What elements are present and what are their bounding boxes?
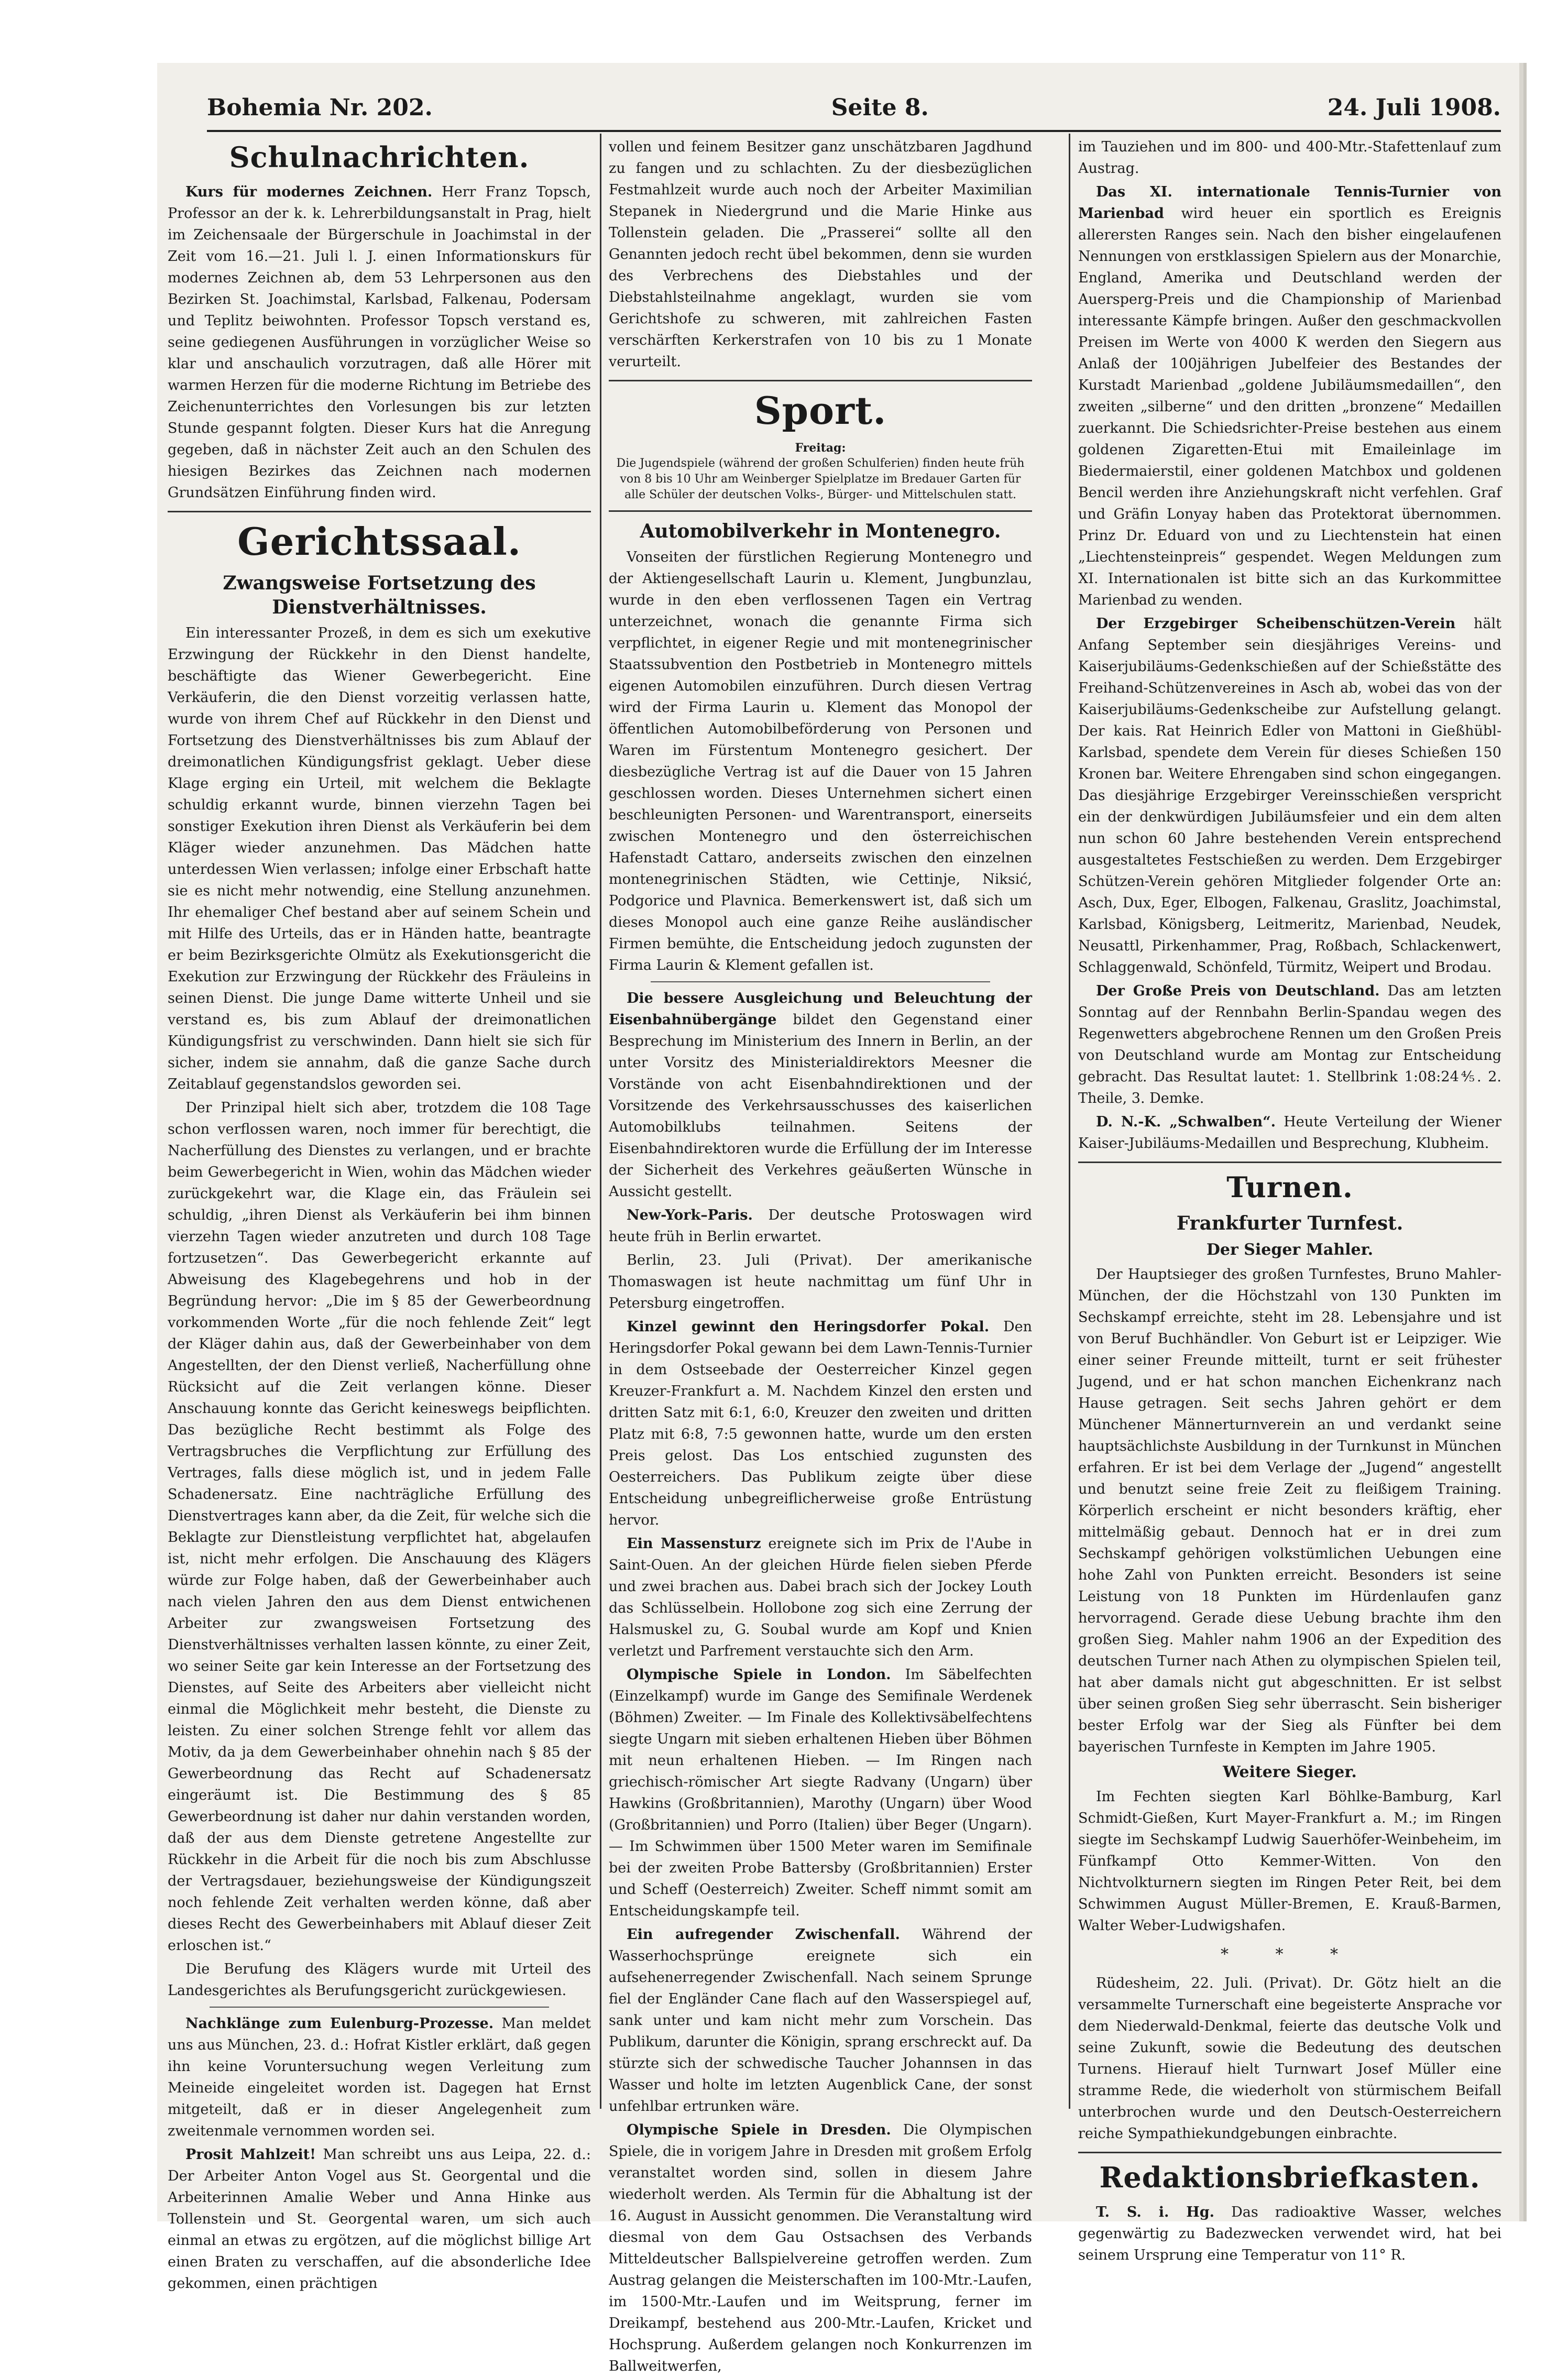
section-heading-sport: Sport. — [754, 388, 887, 433]
notice-text: Die Jugendspiele (während der großen Schulferien) finden heute früh von 8 bis 10 Uhr am Weinberger Spielplatze im Bredauer Garten für alle Schüler der deutschen Volks-, Bürger- und Mittelschulen statt. — [616, 457, 1025, 501]
page-header — [207, 89, 1501, 132]
article-body: Man schreibt uns aus Leipa, 22. d.: Der Arbeiter Anton Vogel aus St. Georgental und die Arbeiterinnen Amalie Weber und Anna Hinke aus Tollenstein und St. Georgental waren, um sich auch einmal an etwas zu ergötzen, auf die möglichst billige Art einen Braten zu verschaffen, auf die absonderliche Idee gekommen, einen prächtigen — [168, 2146, 591, 2292]
article-body: Berlin, 23. Juli (Privat). Der amerikanische Thomaswagen ist heute nachmittag um fünf Uhr in Petersburg eingetroffen. — [609, 1252, 1032, 1311]
article-lead: Prosit Mahlzeit! — [185, 2146, 316, 2163]
header-date: 24. Juli 1908. — [1327, 94, 1501, 121]
article-title-zwangsweise: Zwangsweise Fortsetzung des Dienstverhältnisses. — [223, 572, 536, 618]
article-body: bildet den Gegenstand einer Besprechung im Ministerium des Innern in Berlin, an der unter Vorsitz des Ministerialdirektors Meesner die Vorstände von acht Eisenbahndirektionen und der Vorsitzende des Verkehrsausschusses des kaiserlichen Automobilklubs teilnahmen. Seitens der Eisenbahndirektoren wurde die Erfüllung der im Interesse der Sicherheit des Verkehres geäußerten Wünsche in Aussicht gestellt. — [609, 1012, 1032, 1200]
article-lead: Die bessere Ausgleichung und Beleuchtung der Eisenbahnübergänge — [609, 990, 1032, 1028]
notice-jugendspiele — [609, 440, 1032, 503]
article-lead: T. S. i. Hg. — [1096, 2204, 1215, 2220]
article-body: Das am letzten Sonntag auf der Rennbahn Berlin-Spandau wegen des Regenwetters abgebrochene Rennen um den Großen Preis von Deutschland wurde am Montag zur Entscheidung gebracht. Das Resultat lautet: 1. Stellbrink 1:08:24⅘. 2. Theile, 3. Demke. — [1078, 983, 1501, 1107]
section-heading-schulnachrichten: Schulnachrichten. — [229, 140, 530, 174]
article-body: Vonseiten der fürstlichen Regierung Montenegro und der Aktiengesellschaft Laurin u. Klement, Jungbunzlau, wurde in den eben verflossenen Tagen ein Vertrag unterzeichnet, wonach die genannte Firma sich verpflichtet, in eigener Regie und mit montenegrinischer Staatssubvention den Postbetrieb in Montenegro mittels eigenen Automobilen einzuführen. Durch diesen Vertrag wird der Firma Laurin u. Klement das Monopol der öffentlichen Automobilbeförderung von Personen und Waren im Fürstentum Montenegro gesichert. Der diesbezügliche Vertrag ist auf die Dauer von 15 Jahren geschlossen worden. Dieses Unternehmen sichert einen beschleunigten Personen- und Warentransport, einerseits zwischen Montenegro und den österreichischen Hafenstadt Cattaro, anderseits zwischen den einzelnen montenegrinischen Städten, wie Cettinje, Niksić, Podgorice und Plavnica. Bemerkenswert ist, daß sich um dieses Monopol auch eine ganze Reihe ausländischer Firmen bemühte, die Entscheidung jedoch zugunsten der Firma Laurin & Klement gefallen ist. — [609, 549, 1032, 973]
header-page-number: Seite 8. — [831, 94, 929, 121]
column-2 — [609, 136, 1033, 2374]
article-lead: Olympische Spiele in Dresden. — [627, 2122, 891, 2138]
section-heading-gerichtssaal: Gerichtssaal. — [237, 519, 521, 564]
article-erzgebirger — [1078, 613, 1501, 978]
article-body: Der Prinzipal hielt sich aber, trotzdem die 108 Tage schon verflossen waren, noch immer für berechtigt, die Nacherfüllung des Dienstes zu verlangen, und er brachte beim Gewerbegericht in Wien, wohin das Mädchen wieder zurückgekehrt war, die Klage ein, das Fräulein sei schuldig, „ihren Dienst als Verkäuferin bei ihm binnen vierzehn Tagen wieder anzutreten und durch 108 Tage fortzusetzen“. Das Gewerbegericht erkannte auf Abweisung des Klagebegehrens und hob in der Begründung hervor: „Die im § 85 der Gewerbeordnung vorkommenden Worte „für die noch fehlende Zeit“ legt der Kläger dahin aus, daß der Gewerbeinhaber von dem Angestellten, der den Dienst verließ, Nacherfüllung ohne Rücksicht auf die Zeit verlangen könne. Dieser Anschauung konnte das Gericht keineswegs beipflichten. Das bezügliche Recht bestimmt als Folge des Vertragsbruches die Verpflichtung zur Erfüllung des Vertrages, falls diese möglich ist, und in jedem Falle Schadenersatz. Eine nachträgliche Erfüllung des Dienstvertrages kann aber, da die Zeit, für welche sich die Beklagte zur Dienstleistung verpflichtet hat, abgelaufen ist, nicht mehr erfolgen. Die Anschauung des Klägers würde zur Folge haben, daß der Gewerbeinhaber auch nach vielen Jahren den aus dem Dienst entwichenen Arbeiter zur zwangsweisen Fortsetzung des Dienstverhältnisses verhalten lassen könnte, zu einer Zeit, wo seiner Seite gar kein Interesse an der Fortsetzung des Dienstes, auf Seite des Arbeiters aber vielleicht nicht einmal die Möglichkeit mehr besteht, die Dienste zu leisten. Zu einer solchen Strenge fehlt vor allem das Motiv, da ja dem Gewerbeinhaber ohnehin nach § 85 der Gewerbeordnung das Recht auf Schadenersatz eingeräumt ist. Die Bestimmung des § 85 Gewerbeordnung ist daher nur dahin verstanden worden, daß der aus dem Dienste getretene Angestellte zur Rückkehr in die Arbeit für die noch bis zum Abschlusse der Vertragsdauer, beziehungsweise der Kündigungszeit noch fehlende Zeit verhalten werden könne, daß aber dieses Recht des Gewerbeinhabers mit Ablauf dieser Zeit erloschen ist.“ — [168, 1100, 591, 1954]
column-rule-2 — [1069, 134, 1070, 2109]
article-lead: Kinzel gewinnt den Heringsdorfer Pokal. — [627, 1319, 990, 1335]
article-lead: D. N.-K. „Schwalben“. — [1096, 1114, 1276, 1130]
article-zwischenfall — [609, 1924, 1032, 2117]
article-briefkasten — [1078, 2201, 1501, 2266]
article-body: Die Olympischen Spiele, die in vorigem Jahre in Dresden mit großem Erfolg veranstaltet worden sind, sollen in diesem Jahre wiederholt werden. Als Termin für die Abhaltung ist der 16. August in Aussicht genommen. Die Veranstaltung wird diesmal von dem Gau Ostsachsen des Verbands Mitteldeutscher Ballspielvereine getroffen werden. Zum Austrag gelangen die Meisterschaften im 100-Mtr.-Laufen, im 1500-Mtr.-Laufen und im Weitsprung, ferner im Dreikampf, bestehend aus 200-Mtr.-Laufen, Kricket und Hochsprung. Außerdem gelangen noch Konkurrenzen im Ballweitwerfen, — [609, 2122, 1032, 2374]
article-grosser-preis — [1078, 980, 1501, 1109]
article-lead: New-York–Paris. — [627, 1207, 753, 1223]
divider — [1078, 1162, 1501, 1163]
separator-stars: * * * — [1220, 1945, 1359, 1964]
article-body: Herr Franz Topsch, Professor an der k. k. Lehrerbildungsanstalt in Prag, hielt im Zeichensaale der Bürgerschule in Joachimstal in der Zeit vom 16.—21. Juli l. J. einen Informationskurs für modernes Zeichnen ab, dem 53 Lehrpersonen aus den Bezirken St. Joachimstal, Karlsbad, Falkenau, Podersam und Teplitz beiwohnten. Professor Topsch verstand es, seine gediegenen Ausführungen in vorzüglicher Weise so klar und anschaulich vorzutragen, daß alle Hörer mit warmen Herzen für die moderne Richtung im Betriebe des Zeichenunterrichtes den Vorlesungen bis zur letzten Stunde gespannt folgten. Dieser Kurs hat die Anregung gegeben, daß in nächster Zeit auch an den Schulen des hiesigen Bezirkes das Zeichnen nach modernen Grundsätzen Einführung finden wird. — [168, 184, 591, 501]
article-kinzel — [609, 1316, 1032, 1531]
article-body: hält Anfang September sein diesjähriges Vereins- und Kaiserjubiläums-Gedenkschießen auf der Schießstätte des Freihand-Schützenvereines in Asch ab, wobei das von der Kaiserjubiläums-Gedenkscheibe zur Aufstellung gelangt. Der kais. Rat Heinrich Edler von Mattoni in Gießhübl-Karlsbad, spendete dem Verein für dieses Schießen 150 Kronen bar. Weitere Ehrengaben sind schon eingegangen. Das diesjährige Erzgebirger Vereinsschießen verspricht ein der denkwürdigen Jubiläumsfeier und ein dem alten nun schon 60 Jahre bestehenden Verein entsprechend ausgestaltetes Festschießen zu werden. Dem Erzgebirger Schützen-Verein gehören Mitglieder folgender Orte an: Asch, Dux, Eger, Elbogen, Falkenau, Graslitz, Joachimstal, Karlsbad, Königsberg, Leitmeritz, Marienbad, Neudek, Neusattl, Pirkenhammer, Prag, Roßbach, Schlackenwert, Schlaggenwald, Schönfeld, Türmitz, Weipert und Brodau. — [1078, 616, 1501, 976]
header-paper-name: Bohemia Nr. 202. — [207, 94, 433, 121]
article-kurs — [168, 181, 591, 503]
article-title-automobil: Automobilverkehr in Montenegro. — [640, 520, 1001, 542]
article-schwalben — [1078, 1111, 1501, 1154]
column-rule-1 — [600, 134, 601, 2109]
article-body: Die Berufung des Klägers wurde mit Urteil des Landesgerichtes als Berufungsgericht zurückgewiesen. — [168, 1961, 591, 1999]
column-1 — [168, 136, 591, 2292]
divider — [210, 2007, 549, 2008]
article-mahlzeit — [168, 2144, 591, 2294]
divider — [609, 510, 1032, 512]
article-lead: Nachklänge zum Eulenburg-Prozesse. — [185, 2015, 494, 2032]
divider — [168, 511, 591, 512]
article-subtitle-sieger: Der Sieger Mahler. — [1206, 1241, 1374, 1259]
article-eisenbahn — [609, 988, 1032, 1202]
article-body: Heute Verteilung der Wiener Kaiser-Jubiläums-Medaillen und Besprechung, Klubheim. — [1078, 1114, 1501, 1152]
article-title-turnfest: Frankfurter Turnfest. — [1176, 1212, 1403, 1234]
article-lead: Olympische Spiele in London. — [627, 1667, 891, 1683]
article-massensturz — [609, 1533, 1032, 1662]
divider — [651, 981, 990, 982]
divider — [1078, 2152, 1501, 2153]
article-body: Im Säbelfechten (Einzelkampf) wurde im Gange des Semifinale Werdenek (Böhmen) Zweiter. — Im Finale des Kollektivsäbelfechtens siegte Ungarn mit sieben erhaltenen Hieben über Böhmen mit neun erhaltenen Hieben. — Im Ringen nach griechisch-römischer Art siegte Radvany (Ungarn) über Hawkins (Großbritannien), Marothy (Ungarn) über Wood (Großbritannien) und Porro (Italien) über Beger (Ungarn). — Im Schwimmen über 1500 Meter waren im Semifinale bei der zweiten Probe Battersby (Großbritannien) Erster und Scheff (Oesterreich) Zweiter. Scheff nimmt somit am Entscheidungskampfe teil. — [609, 1667, 1033, 1919]
article-ruedesheim: Rüdesheim, 22. Juli. (Privat). Dr. Götz hielt an die versammelte Turnerschaft eine begeisterte Ansprache vor dem Niederwald-Denkmal, feierte das deutsche Volk und seine Zukunft, sowie die Bedeutung des deutschen Turnens. Hierauf hielt Turnwart Josef Müller eine stramme Rede, die wiederholt von stürmischem Beifall unterbrochen wurde und den Deutsch-Oesterreichern reiche Sympathiekundgebungen einbrachte. — [1078, 1975, 1501, 2142]
article-lead: Der Erzgebirger Scheibenschützen-Verein — [1096, 616, 1456, 632]
section-heading-turnen: Turnen. — [1226, 1170, 1353, 1204]
divider — [609, 380, 1032, 381]
article-lead: Ein aufregender Zwischenfall. — [627, 1926, 900, 1943]
article-continuation: vollen und feinem Besitzer ganz unschätzbaren Jagdhund zu fangen und zu schlachten. Zu der diesbezüglichen Festmahlzeit wurde auch noch der Arbeiter Maximilian Stepanek in Niedergrund und die Marie Hinke aus Tollenstein geladen. Die „Prasserei“ sollte all den Genannten jedoch recht übel bekommen, denn sie wurden des Verbrechens des Diebstahles und der Diebstahlsteilnahme angeklagt, wurden sie vom Gerichtshofe zu schweren, mit zahlreichen Fasten verschärften Kerkerstrafen von 10 bis zu 1 Monate verurteilt. — [609, 139, 1032, 370]
article-continuation: im Tauziehen und im 800- und 400-Mtr.-Stafettenlauf zum Austrag. — [1078, 139, 1501, 177]
article-subtitle-weitere: Weitere Sieger. — [1223, 1763, 1357, 1781]
article-body: wird heuer ein sportlich es Ereignis allerersten Ranges sein. Nach den bisher eingelaufenen Nennungen von erstklassigen Spielern aus der Monarchie, England, Amerika und Deutschland werden der Auersperg-Preis und die Championship of Marienbad interessante Kämpfe bringen. Außer den geschmackvollen Preisen im Werte von 4000 K werden den Siegern aus Anlaß der 100jährigen Jubelfeier des Bestandes der Kurstadt Marienbad „goldene Jubiläumsmedaillen“, den zweiten „silberne“ und den dritten „bronzene“ Medaillen zuerkannt. Die Schiedsrichter-Preise bestehen aus einem goldenen Zigaretten-Etui mit Emaileinlage im Biedermaierstil, einer goldenen Matchbox und goldenen Bencil werden ihre Anziehungskraft nicht verfehlen. Graf und Gräfin Lonyay haben das Protektorat übernommen. Prinz Dr. Eduard von und zu Liechtenstein hat einen „Liechtensteinpreis“ gespendet. Wegen Meldungen zum XI. Internationalen ist bitte sich an das Kurkommittee Marienbad zu wenden. — [1078, 205, 1501, 608]
article-olympia-london — [609, 1664, 1032, 1922]
notice-day: Freitag: — [795, 441, 846, 455]
article-body: Den Heringsdorfer Pokal gewann bei dem Lawn-Tennis-Turnier in dem Ostseebade der Oesterreicher Kinzel gegen Kreuzer-Frankfurt a. M. Nachdem Kinzel den ersten und dritten Satz mit 6:1, 6:0, Kreuzer den zweiten und dritten Platz mit 6:8, 7:5 gewonnen hatte, wurde um den ersten Preis gelost. Das Los entschied zugunsten des Oesterreichers. Das Publikum zeigte über diese Entscheidung unbegreiflicherweise große Entrüstung hervor. — [609, 1319, 1033, 1528]
article-body: Der deutsche Protoswagen wird heute früh in Berlin erwartet. — [609, 1207, 1032, 1245]
section-heading-redaktionsbriefkasten: Redaktionsbriefkasten. — [1099, 2161, 1481, 2194]
article-body: Der Hauptsieger des großen Turnfestes, Bruno Mahler-München, der die Höchstzahl von 130 Punkten im Sechskampf erreichte, steht im 28. Lebensjahre und ist von Beruf Buchhändler. Von Geburt ist er Leipziger. Wie einer seiner Freunde mitteilt, turnt er seit frühester Jugend, und er hat schon manchen Eichenkranz nach Hause getragen. Seit sechs Jahren gehört er dem Münchener Männerturnverein an und verdankt seine hauptsächlichste Ausbildung in der Turnkunst in München erfahren. Er ist bei dem Verlage der „Jugend“ angestellt und benutzt seine freie Zeit zu fleißigem Training. Körperlich erscheint er nicht besonders kräftig, eher mittelmäßig gebaut. Dennoch hat er in drei zum Sechskampf gehörigen volkstümlichen Uebungen eine hohe Zahl von Punkten erreicht. Besonders ist seine Leistung von 18 Punkten im Hürdenlaufen ganz hervorragend. Gerade diese Uebung brachte ihm den großen Sieg. Mahler nahm 1906 an der Expedition des deutschen Turner nach Athen zu olympischen Spielen teil, hat aber damals nicht gut abgeschnitten. Er ist selbst über seinen großen Sieg sehr überrascht. Sein bisheriger bester Erfolg war der Sieg als Fünfter bei dem bayerischen Turnfeste in Kempten im Jahre 1905. — [1078, 1266, 1501, 1755]
article-body: Man meldet uns aus München, 23. d.: Hofrat Kistler erklärt, daß gegen ihn keine Voruntersuchung wegen Verleitung zum Meineide eingeleitet worden ist. Dagegen hat Ernst mitgeteilt, daß er in dieser Angelegenheit zum zweitenmale vernommen worden sei. — [168, 2015, 591, 2139]
article-body: ereignete sich im Prix de l'Aube in Saint-Ouen. An der gleichen Hürde fielen sieben Pferde und zwei brachen aus. Dabei brach sich der Jockey Louth das Schlüsselbein. Hollobone zog sich eine Zerrung der Halsmuskel zu, G. Soubal wurde am Kopf und Knien verletzt und Parfrement verstauchte sich den Arm. — [609, 1536, 1032, 1659]
article-lead: Der Große Preis von Deutschland. — [1096, 983, 1380, 999]
article-eulenburg — [168, 2013, 591, 2142]
article-body: Während der Wasserhochsprünge ereignete sich ein aufsehenerregender Zwischenfall. Nach seinem Sprunge fiel der Engländer Cane flach auf den Wasserspiegel auf, sank unter und kam nicht mehr zum Vorschein. Das Publikum, darunter die Königin, sprang erschreckt auf. Da stürzte sich der schwedische Taucher Johannsen in das Wasser und holte im letzten Augenblick Cane, der sonst unfehlbar ertrunken wäre. — [609, 1926, 1032, 2115]
article-lead: Kurs für modernes Zeichnen. — [185, 184, 433, 200]
article-olympia-dresden — [609, 2119, 1032, 2377]
column-3 — [1078, 136, 1501, 2263]
article-body: Ein interessanter Prozeß, in dem es sich um exekutive Erzwingung der Rückkehr in den Dienst handelte, beschäftigte das Wiener Gewerbegericht. Eine Verkäuferin, die den Dienst vorzeitig verlassen hatte, wurde von ihrem Chef auf Rückkehr in den Dienst und Fortsetzung des Dienstverhältnisses bis zum Ablauf der dreimonatlichen Kündigungsfrist geklagt. Ueber diese Klage erging ein Urteil, mit welchem die Beklagte schuldig erkannt wurde, binnen vierzehn Tagen bei sonstiger Exekution ihren Dienst als Verkäuferin bei dem Kläger wieder anzunehmen. Das Mädchen hatte unterdessen Wien verlassen; infolge einer Erbschaft hatte sie es nicht mehr notwendig, eine Stellung anzunehmen. Ihr ehemaliger Chef bestand aber auf seinem Schein und mit Hilfe des Urteils, das er in Händen hatte, beantragte er beim Bezirksgerichte Olmütz als Exekutionsgericht die Exekution zur Erzwingung der Rückkehr des Fräuleins in seinen Dienst. Die junge Dame witterte Unheil und sie verstand es, bis zum Ablauf der dreimonatlichen Kündigungsfrist zu verschwinden. Dann hielt sie sich für sicher, indem sie annahm, daß die ganze Sache durch Zeitablauf gegenstandslos geworden sei. — [168, 625, 591, 1092]
article-newyork — [609, 1204, 1032, 1247]
article-tennis — [1078, 181, 1501, 611]
article-lead: Das XI. internationale Tennis-Turnier von Marienbad — [1078, 184, 1501, 222]
article-body: Das radioaktive Wasser, welches gegenwärtig zu Badezwecken verwendet wird, hat bei seinem Ursprung eine Temperatur von 11° R. — [1078, 2204, 1501, 2263]
article-lead: Ein Massensturz — [627, 1536, 761, 1552]
article-body: Im Fechten siegten Karl Böhlke-Bamburg, Karl Schmidt-Gießen, Kurt Mayer-Frankfurt a. M.; im Ringen siegte im Sechskampf Ludwig Sauerhöfer-Weinbeheim, im Fünfkampf Otto Kemmer-Witten. Von den Nichtvolkturnern siegten im Ringen Peter Reit, bei dem Schwimmen August Müller-Bremen, E. Krauß-Barmen, Walter Weber-Ludwigshafen. — [1078, 1789, 1501, 1934]
